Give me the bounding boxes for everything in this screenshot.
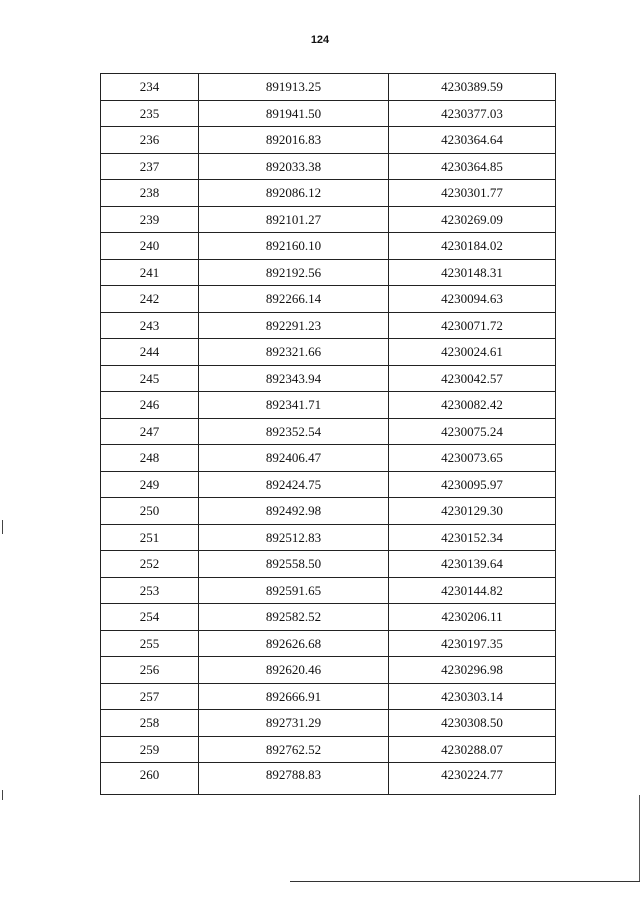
x-coordinate-cell: 892492.98	[199, 498, 389, 525]
x-coordinate-cell: 892016.83	[199, 127, 389, 154]
table-row	[101, 551, 556, 578]
point-number-cell: 234	[101, 74, 199, 101]
table-row	[101, 657, 556, 684]
point-number-cell: 249	[101, 471, 199, 498]
table-body	[101, 74, 556, 795]
point-number-cell: 253	[101, 577, 199, 604]
point-number-cell: 250	[101, 498, 199, 525]
x-coordinate-cell: 892620.46	[199, 657, 389, 684]
y-coordinate-cell: 4230094.63	[389, 286, 556, 313]
x-coordinate-cell: 891913.25	[199, 74, 389, 101]
table-row	[101, 683, 556, 710]
x-coordinate-cell: 892086.12	[199, 180, 389, 207]
x-coordinate-cell: 892341.71	[199, 392, 389, 419]
table-row	[101, 471, 556, 498]
y-coordinate-cell: 4230389.59	[389, 74, 556, 101]
x-coordinate-cell: 892788.83	[199, 763, 389, 795]
point-number-cell: 242	[101, 286, 199, 313]
y-coordinate-cell: 4230095.97	[389, 471, 556, 498]
x-coordinate-cell: 892666.91	[199, 683, 389, 710]
y-coordinate-cell: 4230184.02	[389, 233, 556, 260]
table-row	[101, 498, 556, 525]
point-number-cell: 246	[101, 392, 199, 419]
table-row	[101, 180, 556, 207]
x-coordinate-cell: 892424.75	[199, 471, 389, 498]
y-coordinate-cell: 4230288.07	[389, 736, 556, 763]
table-row	[101, 763, 556, 795]
table-row	[101, 312, 556, 339]
x-coordinate-cell: 892352.54	[199, 418, 389, 445]
coordinates-table	[100, 73, 556, 795]
point-number-cell: 256	[101, 657, 199, 684]
table-row	[101, 577, 556, 604]
table-row	[101, 286, 556, 313]
y-coordinate-cell: 4230042.57	[389, 365, 556, 392]
point-number-cell: 239	[101, 206, 199, 233]
point-number-cell: 237	[101, 153, 199, 180]
table-row	[101, 233, 556, 260]
point-number-cell: 240	[101, 233, 199, 260]
y-coordinate-cell: 4230377.03	[389, 100, 556, 127]
x-coordinate-cell: 892291.23	[199, 312, 389, 339]
x-coordinate-cell: 892512.83	[199, 524, 389, 551]
y-coordinate-cell: 4230308.50	[389, 710, 556, 737]
left-edge-mark	[2, 520, 3, 534]
table-row	[101, 259, 556, 286]
y-coordinate-cell: 4230071.72	[389, 312, 556, 339]
x-coordinate-cell: 892192.56	[199, 259, 389, 286]
y-coordinate-cell: 4230152.34	[389, 524, 556, 551]
point-number-cell: 245	[101, 365, 199, 392]
point-number-cell: 244	[101, 339, 199, 366]
table-row	[101, 630, 556, 657]
table-row	[101, 710, 556, 737]
table-row	[101, 524, 556, 551]
y-coordinate-cell: 4230301.77	[389, 180, 556, 207]
point-number-cell: 235	[101, 100, 199, 127]
y-coordinate-cell: 4230082.42	[389, 392, 556, 419]
y-coordinate-cell: 4230303.14	[389, 683, 556, 710]
y-coordinate-cell: 4230075.24	[389, 418, 556, 445]
point-number-cell: 259	[101, 736, 199, 763]
x-coordinate-cell: 892582.52	[199, 604, 389, 631]
table-row	[101, 418, 556, 445]
page-number: 124	[310, 34, 330, 46]
point-number-cell: 241	[101, 259, 199, 286]
point-number-cell: 258	[101, 710, 199, 737]
x-coordinate-cell: 892406.47	[199, 445, 389, 472]
x-coordinate-cell: 892266.14	[199, 286, 389, 313]
point-number-cell: 243	[101, 312, 199, 339]
y-coordinate-cell: 4230224.77	[389, 763, 556, 795]
bottom-rule	[290, 881, 640, 882]
table-row	[101, 153, 556, 180]
x-coordinate-cell: 892626.68	[199, 630, 389, 657]
point-number-cell: 252	[101, 551, 199, 578]
y-coordinate-cell: 4230139.64	[389, 551, 556, 578]
x-coordinate-cell: 892160.10	[199, 233, 389, 260]
point-number-cell: 251	[101, 524, 199, 551]
table-row	[101, 365, 556, 392]
table-row	[101, 445, 556, 472]
point-number-cell: 257	[101, 683, 199, 710]
y-coordinate-cell: 4230024.61	[389, 339, 556, 366]
point-number-cell: 260	[101, 763, 199, 795]
y-coordinate-cell: 4230364.64	[389, 127, 556, 154]
x-coordinate-cell: 892101.27	[199, 206, 389, 233]
table-row	[101, 392, 556, 419]
table-row	[101, 127, 556, 154]
table-row	[101, 604, 556, 631]
table-row	[101, 100, 556, 127]
point-number-cell: 247	[101, 418, 199, 445]
point-number-cell: 255	[101, 630, 199, 657]
y-coordinate-cell: 4230129.30	[389, 498, 556, 525]
y-coordinate-cell: 4230206.11	[389, 604, 556, 631]
y-coordinate-cell: 4230296.98	[389, 657, 556, 684]
y-coordinate-cell: 4230144.82	[389, 577, 556, 604]
x-coordinate-cell: 891941.50	[199, 100, 389, 127]
point-number-cell: 238	[101, 180, 199, 207]
point-number-cell: 248	[101, 445, 199, 472]
x-coordinate-cell: 892033.38	[199, 153, 389, 180]
point-number-cell: 236	[101, 127, 199, 154]
table-row	[101, 74, 556, 101]
point-number-cell: 254	[101, 604, 199, 631]
left-edge-mark-lower	[2, 790, 3, 800]
x-coordinate-cell: 892731.29	[199, 710, 389, 737]
x-coordinate-cell: 892343.94	[199, 365, 389, 392]
y-coordinate-cell: 4230197.35	[389, 630, 556, 657]
y-coordinate-cell: 4230364.85	[389, 153, 556, 180]
x-coordinate-cell: 892321.66	[199, 339, 389, 366]
x-coordinate-cell: 892762.52	[199, 736, 389, 763]
table-row	[101, 339, 556, 366]
table-row	[101, 206, 556, 233]
y-coordinate-cell: 4230148.31	[389, 259, 556, 286]
x-coordinate-cell: 892591.65	[199, 577, 389, 604]
x-coordinate-cell: 892558.50	[199, 551, 389, 578]
y-coordinate-cell: 4230073.65	[389, 445, 556, 472]
y-coordinate-cell: 4230269.09	[389, 206, 556, 233]
table-row	[101, 736, 556, 763]
